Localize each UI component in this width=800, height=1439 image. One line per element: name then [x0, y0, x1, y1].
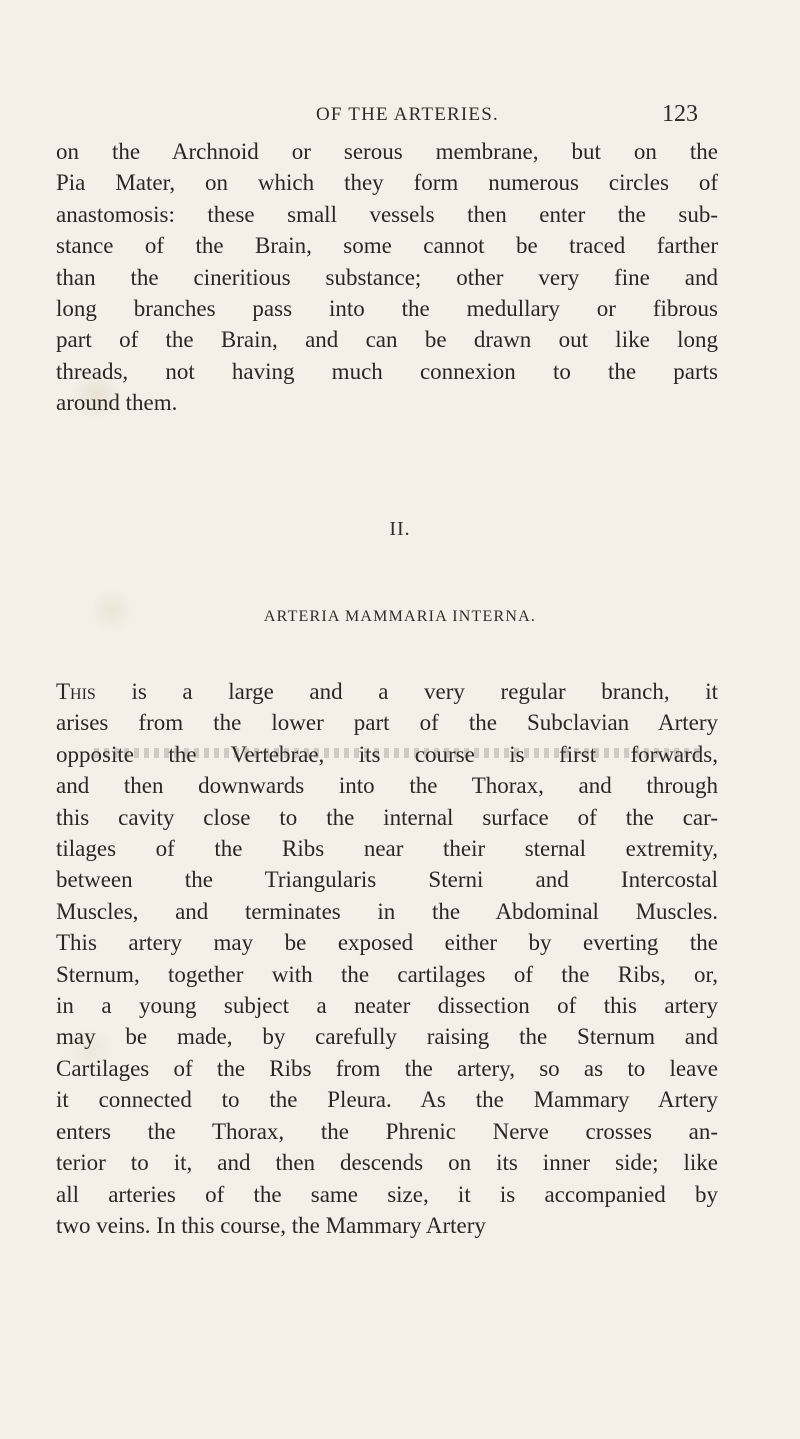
paragraph-2-line: This artery may be exposed either by everting the — [56, 930, 718, 956]
paragraph-2 — [56, 676, 718, 1241]
section-heading: ARTERIA MAMMARIA INTERNA. — [263, 608, 537, 625]
paragraph-2-line: terior to it, and then descends on its inner side; like — [56, 1150, 718, 1176]
page-number: 123 — [662, 101, 698, 127]
paragraph-2-line: Muscles, and terminates in the Abdominal Muscles. — [56, 898, 718, 924]
paragraph-1-line: threads, not having much connexion to the parts — [56, 358, 718, 384]
paragraph-1-line: long branches pass into the medullary or fibrous — [56, 296, 718, 322]
paragraph-2-line: enters the Thorax, the Phrenic Nerve crosses an- — [56, 1118, 718, 1144]
paragraph-2-line: may be made, by carefully raising the Sternum and — [56, 1024, 718, 1050]
paragraph-1-line: on the Archnoid or serous membrane, but on the — [56, 139, 718, 164]
paragraph-1 — [56, 136, 718, 419]
paragraph-2-line: arises from the lower part of the Subclavian Artery — [56, 710, 718, 736]
paragraph-2-line: all arteries of the same size, it is accompanied by — [56, 1181, 718, 1207]
paragraph-1-line: stance of the Brain, some cannot be traced farther — [56, 233, 718, 259]
print-smudge — [94, 748, 704, 758]
paragraph-2-line: Cartilages of the Ribs from the artery, so as to leave — [56, 1055, 718, 1081]
paragraph-1-line: around them. — [56, 390, 178, 416]
paragraph-2-line: this cavity close to the internal surface of the car- — [56, 804, 718, 830]
paragraph-2-line: in a young subject a neater dissection of this artery — [56, 993, 718, 1019]
paragraph-1-line: anastomosis: these small vessels then enter the sub- — [56, 201, 718, 227]
paragraph-2-line: tilages of the Ribs near their sternal extremity, — [56, 836, 718, 862]
paragraph-2-initial-word: This — [56, 679, 96, 704]
paragraph-1-line: Pia Mater, on which they form numerous circles of — [56, 170, 718, 196]
paragraph-2-first-line — [56, 676, 718, 707]
page-header — [0, 96, 800, 136]
paragraph-2-line: two veins. In this course, the Mammary Artery — [56, 1212, 486, 1238]
paragraph-2-line: it connected to the Pleura. As the Mammary Artery — [56, 1087, 718, 1113]
paragraph-1-line: than the cineritious substance; other very fine and — [56, 264, 718, 290]
paragraph-2-line: and then downwards into the Thorax, and through — [56, 773, 718, 799]
paragraph-2-line: opposite the Vertebrae, its course is first forwards, — [56, 741, 718, 767]
paragraph-2-line: between the Triangularis Sterni and Intercostal — [56, 867, 718, 893]
section-numeral: II. — [389, 518, 411, 540]
paragraph-2-line: Sternum, together with the cartilages of the Ribs, or, — [56, 961, 718, 987]
paragraph-2-first-line-text: is a large and a very regular branch, it — [95, 679, 718, 704]
running-title: OF THE ARTERIES. — [316, 104, 499, 125]
paragraph-1-line: part of the Brain, and can be drawn out like long — [56, 327, 718, 353]
